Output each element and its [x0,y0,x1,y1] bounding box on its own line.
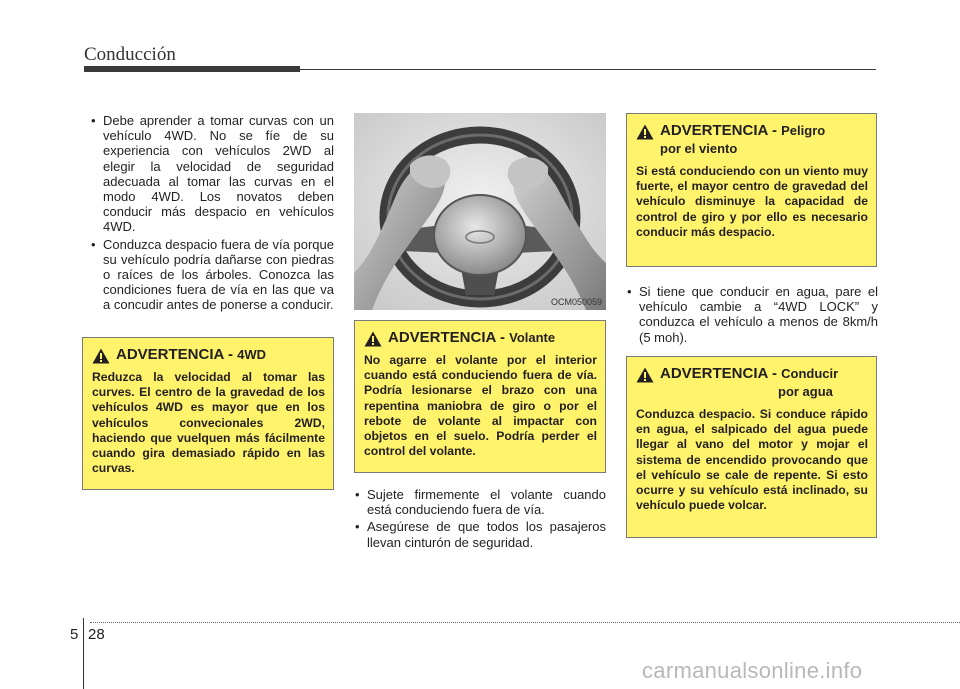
warning-title: ADVERTENCIA - Conducir por agua [660,365,839,399]
warning-icon [364,331,382,347]
warning-icon [636,124,654,140]
warning-body: Conduzca despacio. Si conduce rápido en agua, el salpicado del agua puede llegar al vano del motor y mojar el sistema de encendido provocando que el vehículo se cale de repente. Si esto ocurre y su vehículo está inclinado, su vehículo puede volcar. [636,407,868,513]
steering-wheel-illustration [354,113,606,310]
bullet-drive-water: • Si tiene que conducir en agua, pare el vehículo cambie a “4WD LOCK” y conduzca el vehículo a menos de 8km/h (5 moh). [626,284,878,345]
section-title: Conducción [84,44,176,65]
middle-bullets [354,487,606,552]
warning-box-wind [626,113,877,267]
steering-wheel-photo [354,113,606,310]
footer-dotted-rule [90,622,960,623]
page-number: 28 [88,626,105,643]
warning-icon [92,348,110,364]
warning-body: Reduzca la velocidad al tomar las curves. El centro de la gravedad de los vehículos 4WD es mayor que en los vehículos convecionales 2WD, haciendo que vuelquen más fácilmente cuando gira demasiado rápido en las curvas. [92,370,325,476]
warning-title: ADVERTENCIA - 4WD [116,346,267,363]
bullet-seatbelts: • Asegúrese de que todos los pasajeros llevan cinturón de seguridad. [354,519,606,549]
warning-title: ADVERTENCIA - Peligro por el viento [660,122,826,156]
warning-header [92,346,325,364]
warning-box-water [626,356,877,538]
bullet-offroad-slow: • Conduzca despacio fuera de vía porque su vehículo podría dañarse con piedras o raíces de los árboles. Conozca las condiciones fuera de vía en las que va a concudir antes de ponerse a conducir. [90,237,334,313]
warning-title: ADVERTENCIA - Volante [388,329,556,346]
right-bullets [626,284,878,347]
chapter-number: 5 [70,626,79,643]
left-column [90,113,334,315]
watermark: carmanualsonline.info [642,658,863,683]
warning-header [636,365,868,401]
bullet-4wd-curves: • Debe aprender a tomar curvas con un vehículo 4WD. No se fíe de su experiencia con vehículos 2WD al elegir la velocidad de seguridad adecuada al tomar las curvas en el modo 4WD. Los novatos deben conducir más despacio en vehículos 4WD. [90,113,334,235]
title-bar [84,66,300,72]
warning-header [636,122,868,158]
title-rule [300,69,876,70]
warning-box-4wd [82,337,334,490]
warning-body: No agarre el volante por el interior cuando está conduciendo fuera de vía. Podría lesionarse el brazo con una repentina maniobra de giro o por el rebote de volante al impactar con objetos en el suelo. Podría perder el control del volante. [364,353,597,459]
warning-body: Si está conduciendo con un viento muy fuerte, el mayor centro de gravedad del vehículo disminuye la capacidad de control de giro y por ello es necesario conducir más despacio. [636,164,868,239]
footer-divider [83,618,84,689]
warning-header [364,329,597,347]
warning-icon [636,367,654,383]
warning-box-volante [354,320,606,473]
image-code: OCM050059 [550,297,602,307]
bullet-hold-wheel: • Sujete firmemente el volante cuando está conduciendo fuera de vía. [354,487,606,517]
